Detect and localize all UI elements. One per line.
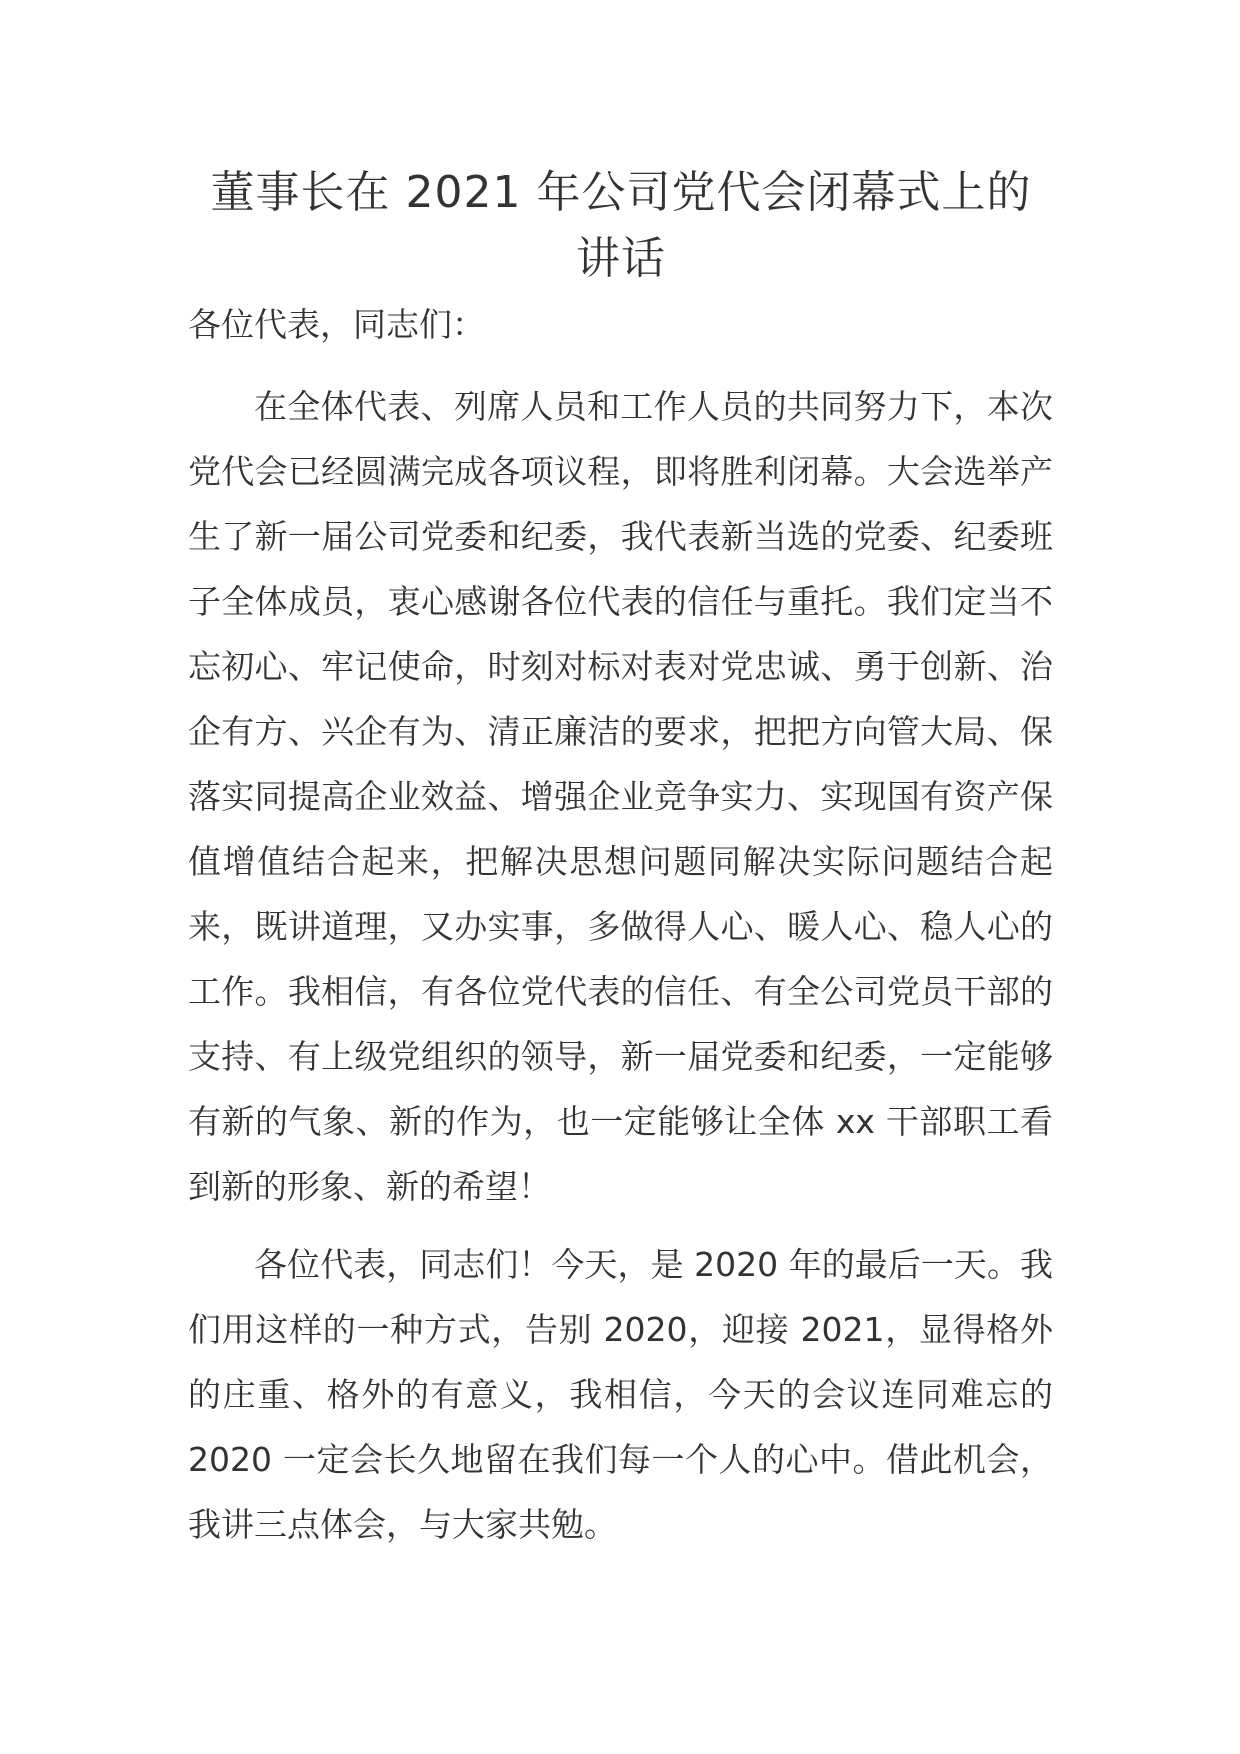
body-paragraph: 各位代表，同志们！今天，是 2020 年的最后一天。我们用这样的一种方式，告别 2020，迎接 2021，显得格外的庄重、格外的有意义，我相信，今天的会议连同难忘的 2020 一定会长久地留在我们每一个人的心中。借此机会，我讲三点体会，与大家共勉。 xyxy=(188,1245,1053,1544)
body-paragraph: 在全体代表、列席人员和工作人员的共同努力下，本次党代会已经圆满完成各项议程，即将胜利闭幕。大会选举产生了新一届公司党委和纪委，我代表新当选的党委、纪委班子全体成员，衷心感谢各位代表的信任与重托。我们定当不忘初心、牢记使命，时刻对标对表对党忠诚、勇于创新、治企有方、兴企有为、清正廉洁的要求，把把方向管大局、保落实同提高企业效益、增强企业竞争实力、实现国有资产保值增值结合起来，把解决思想问题同解决实际问题结合起来，既讲道理，又办实事，多做得人心、暖人心、稳人心的工作。我相信，有各位党代表的信任、有全公司党员干部的支持、有上级党组织的领导，新一届党委和纪委，一定能够有新的气象、新的作为，也一定能够让全体 xx 干部职工看到新的形象、新的希望！ xyxy=(188,387,1053,1206)
document-title: 董事长在 2021 年公司党代会闭幕式上的讲话 xyxy=(210,167,1032,284)
greeting: 各位代表，同志们： xyxy=(188,305,485,344)
